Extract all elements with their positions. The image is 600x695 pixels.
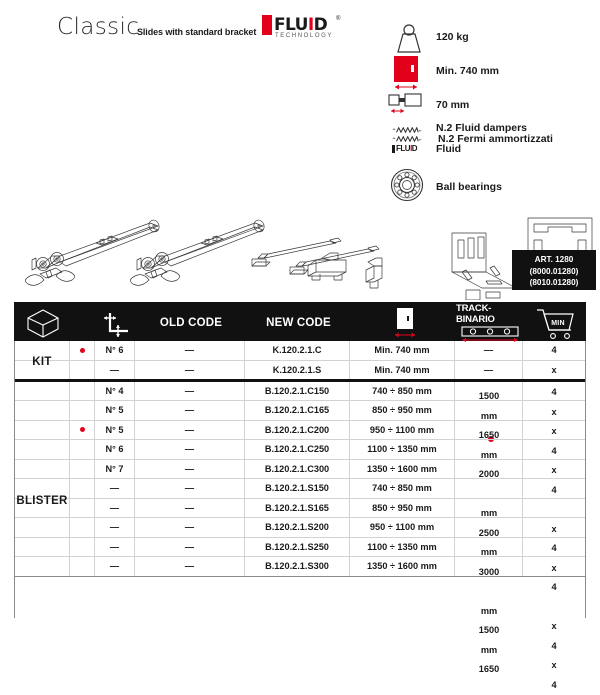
spec-thickness-label: 70 mm bbox=[436, 99, 469, 111]
page-subtitle: Slides with standard bracket bbox=[137, 27, 256, 37]
cell-old_code: — bbox=[135, 460, 245, 479]
mini-logo-bar bbox=[392, 145, 395, 153]
track-value: mm bbox=[455, 641, 523, 661]
header-package-icon-cell bbox=[15, 303, 71, 342]
cell-quantity: — bbox=[95, 479, 135, 498]
track-value: mm bbox=[455, 543, 523, 563]
cell-quantity: — bbox=[95, 518, 135, 537]
product-table bbox=[14, 302, 586, 577]
header-min-cell bbox=[524, 303, 586, 342]
cell-new_code: B.120.2.1.C200 bbox=[245, 421, 350, 440]
row-marker-cell bbox=[70, 538, 95, 557]
row-marker-cell bbox=[70, 341, 95, 360]
track-icon bbox=[458, 326, 522, 342]
cell-new_code: B.120.2.1.S200 bbox=[245, 518, 350, 537]
article-code-box bbox=[512, 250, 596, 290]
cell-old_code: — bbox=[135, 341, 245, 360]
cell-old_code: — bbox=[135, 421, 245, 440]
min-value: 4 bbox=[523, 481, 585, 501]
group-label-kit: KIT bbox=[14, 341, 70, 383]
article-ref-2: (8010.01280) bbox=[512, 277, 596, 289]
min-values-flow bbox=[523, 383, 585, 695]
cell-door: 1350 ÷ 1600 mm bbox=[350, 557, 455, 576]
cell-quantity: N° 5 bbox=[95, 401, 135, 420]
spec-weight-label: 120 kg bbox=[436, 31, 469, 43]
svg-text:MIN: MIN bbox=[551, 320, 564, 327]
row-marker-cell bbox=[70, 401, 95, 420]
cell-door: 950 ÷ 1100 mm bbox=[350, 518, 455, 537]
cell-quantity: — bbox=[95, 557, 135, 576]
table-row[interactable] bbox=[14, 341, 586, 361]
cell-door: 850 ÷ 950 mm bbox=[350, 499, 455, 518]
group-label-blister: BLISTER bbox=[14, 383, 70, 618]
box-icon bbox=[25, 308, 61, 338]
cart-min-icon bbox=[533, 306, 577, 340]
cell-new_code: B.120.2.1.S165 bbox=[245, 499, 350, 518]
cell-quantity: — bbox=[95, 499, 135, 518]
spec-fluid-dampers bbox=[386, 124, 596, 168]
weight-icon bbox=[386, 22, 428, 54]
track-value: mm bbox=[455, 504, 523, 524]
cell-door: Min. 740 mm bbox=[350, 341, 455, 360]
red-dot-marker bbox=[80, 348, 85, 353]
cell-old_code: — bbox=[135, 382, 245, 401]
wall-bracket-drawing bbox=[452, 233, 516, 300]
article-ref-1: (8000.01280) bbox=[512, 266, 596, 278]
bracket-dimension-icon bbox=[96, 307, 136, 339]
cell-door: Min. 740 mm bbox=[350, 361, 455, 379]
track-value: mm bbox=[455, 407, 523, 427]
specifications-list bbox=[386, 22, 596, 208]
spec-damper-line1: N.2 Fluid dampers bbox=[436, 123, 553, 134]
spec-weight bbox=[386, 22, 596, 56]
cell-new_code: K.120.2.1.S bbox=[245, 361, 350, 379]
track-value: 1650 bbox=[455, 426, 523, 446]
thickness-icon bbox=[386, 90, 428, 122]
min-value: 4 bbox=[523, 637, 585, 657]
min-value: 4 bbox=[523, 539, 585, 559]
product-drawings bbox=[0, 196, 600, 300]
row-marker-cell bbox=[70, 361, 95, 379]
end-cap-drawing bbox=[308, 253, 346, 280]
row-marker-cell bbox=[70, 557, 95, 576]
cell-new_code: B.120.2.1.S150 bbox=[245, 479, 350, 498]
track-value: 1650 bbox=[455, 660, 523, 680]
header-old-code: OLD CODE bbox=[136, 303, 246, 342]
cell-door: 950 ÷ 1100 mm bbox=[350, 421, 455, 440]
door-width-icon bbox=[386, 56, 428, 88]
cell-quantity: — bbox=[95, 361, 135, 379]
row-marker-cell bbox=[70, 460, 95, 479]
track-value bbox=[455, 582, 523, 602]
registered-mark-icon: ® bbox=[336, 16, 340, 22]
header-quantity-cell bbox=[96, 303, 136, 342]
logo-red-bar bbox=[262, 15, 272, 35]
header-dot-cell bbox=[71, 303, 96, 342]
cell-door: 1100 ÷ 1350 mm bbox=[350, 440, 455, 459]
door-shape bbox=[394, 56, 418, 82]
cell-old_code: — bbox=[135, 479, 245, 498]
table-header-row bbox=[14, 302, 586, 341]
track-value: 3000 bbox=[455, 563, 523, 583]
spec-damper-line2: N.2 Fermi ammortizzati bbox=[436, 134, 553, 145]
min-value: x bbox=[523, 617, 585, 637]
cell-new_code: K.120.2.1.C bbox=[245, 341, 350, 360]
header-track bbox=[456, 303, 524, 342]
spring-icon-1 bbox=[388, 127, 426, 133]
logo-wordmark: FLUID bbox=[274, 15, 327, 35]
track-value: 2500 bbox=[455, 524, 523, 544]
track-value: 1500 bbox=[455, 621, 523, 641]
mini-logo-wordmark: FLUID bbox=[396, 144, 417, 153]
track-value: 2000 bbox=[455, 465, 523, 485]
cell-quantity: N° 6 bbox=[95, 341, 135, 360]
cell-quantity: N° 7 bbox=[95, 460, 135, 479]
track-value bbox=[455, 485, 523, 505]
cell-new_code: B.120.2.1.S250 bbox=[245, 538, 350, 557]
fluid-damper-icon bbox=[386, 124, 428, 156]
min-value: 4 bbox=[523, 578, 585, 598]
cell-quantity: N° 4 bbox=[95, 382, 135, 401]
cell-door: 850 ÷ 950 mm bbox=[350, 401, 455, 420]
spec-ball-bearing-label: Ball bearings bbox=[436, 181, 502, 193]
cell-new_code: B.120.2.1.C165 bbox=[245, 401, 350, 420]
min-value: x bbox=[523, 520, 585, 540]
table-left-border bbox=[14, 341, 15, 618]
spec-door-width-label: Min. 740 mm bbox=[436, 65, 499, 77]
spec-damper-line3: Fluid bbox=[436, 144, 553, 155]
min-value: x bbox=[523, 461, 585, 481]
article-number: ART. 1280 bbox=[512, 250, 596, 266]
track-value: 1500 bbox=[455, 387, 523, 407]
cell-old_code: — bbox=[135, 401, 245, 420]
cell-door: 1350 ÷ 1600 mm bbox=[350, 460, 455, 479]
door-width-icon bbox=[384, 305, 424, 341]
min-value: 4 bbox=[523, 383, 585, 403]
min-value: 4 bbox=[523, 442, 585, 462]
spring-icon-2 bbox=[388, 136, 426, 142]
cell-old_code: — bbox=[135, 440, 245, 459]
table-row[interactable] bbox=[14, 361, 586, 382]
cell-quantity: N° 6 bbox=[95, 440, 135, 459]
row-marker-cell bbox=[70, 518, 95, 537]
cell-old_code: — bbox=[135, 538, 245, 557]
spec-door-width bbox=[386, 56, 596, 90]
cell-old_code: — bbox=[135, 361, 245, 379]
track-value: mm bbox=[455, 446, 523, 466]
cell-new_code: B.120.2.1.C300 bbox=[245, 460, 350, 479]
cell-old_code: — bbox=[135, 557, 245, 576]
cell-new_code: B.120.2.1.S300 bbox=[245, 557, 350, 576]
min-value: x bbox=[523, 422, 585, 442]
row-marker-cell bbox=[70, 382, 95, 401]
track-value: mm bbox=[455, 602, 523, 622]
row-marker-cell bbox=[70, 479, 95, 498]
spec-damper-lines bbox=[436, 123, 553, 155]
min-value bbox=[523, 500, 585, 520]
small-bracket-drawing bbox=[366, 258, 382, 288]
cell-door: 740 ÷ 850 mm bbox=[350, 382, 455, 401]
logo-tagline: TECHNOLOGY bbox=[275, 33, 333, 39]
cell-track: — bbox=[455, 341, 523, 360]
track-values-flow bbox=[455, 387, 523, 680]
page-title: Classic bbox=[57, 14, 139, 40]
cell-door: 1100 ÷ 1350 mm bbox=[350, 538, 455, 557]
min-value bbox=[523, 598, 585, 618]
cell-track: — bbox=[455, 361, 523, 379]
cell-old_code: — bbox=[135, 499, 245, 518]
cell-min: 4 bbox=[523, 341, 585, 360]
cell-quantity: — bbox=[95, 538, 135, 557]
min-value: x bbox=[523, 403, 585, 423]
spec-thickness bbox=[386, 90, 596, 124]
cell-min: x bbox=[523, 361, 585, 379]
cell-old_code: — bbox=[135, 518, 245, 537]
header-new-code: NEW CODE bbox=[246, 303, 351, 342]
red-dot-marker bbox=[80, 427, 85, 432]
rail-drawing-1 bbox=[252, 238, 341, 266]
carriage-drawing-1 bbox=[25, 219, 160, 286]
cell-quantity: N° 5 bbox=[95, 421, 135, 440]
header-track-label: TRACK-BINARIO bbox=[456, 303, 524, 325]
cell-new_code: B.120.2.1.C150 bbox=[245, 382, 350, 401]
table-right-border bbox=[585, 341, 586, 618]
header-door-width-cell bbox=[351, 303, 456, 342]
row-marker-cell bbox=[70, 499, 95, 518]
min-value: x bbox=[523, 656, 585, 676]
min-value: x bbox=[523, 559, 585, 579]
row-marker-cell bbox=[70, 440, 95, 459]
min-value: 4 bbox=[523, 676, 585, 695]
cell-new_code: B.120.2.1.C250 bbox=[245, 440, 350, 459]
door-knob bbox=[411, 65, 414, 72]
cell-door: 740 ÷ 850 mm bbox=[350, 479, 455, 498]
row-marker-cell bbox=[70, 421, 95, 440]
